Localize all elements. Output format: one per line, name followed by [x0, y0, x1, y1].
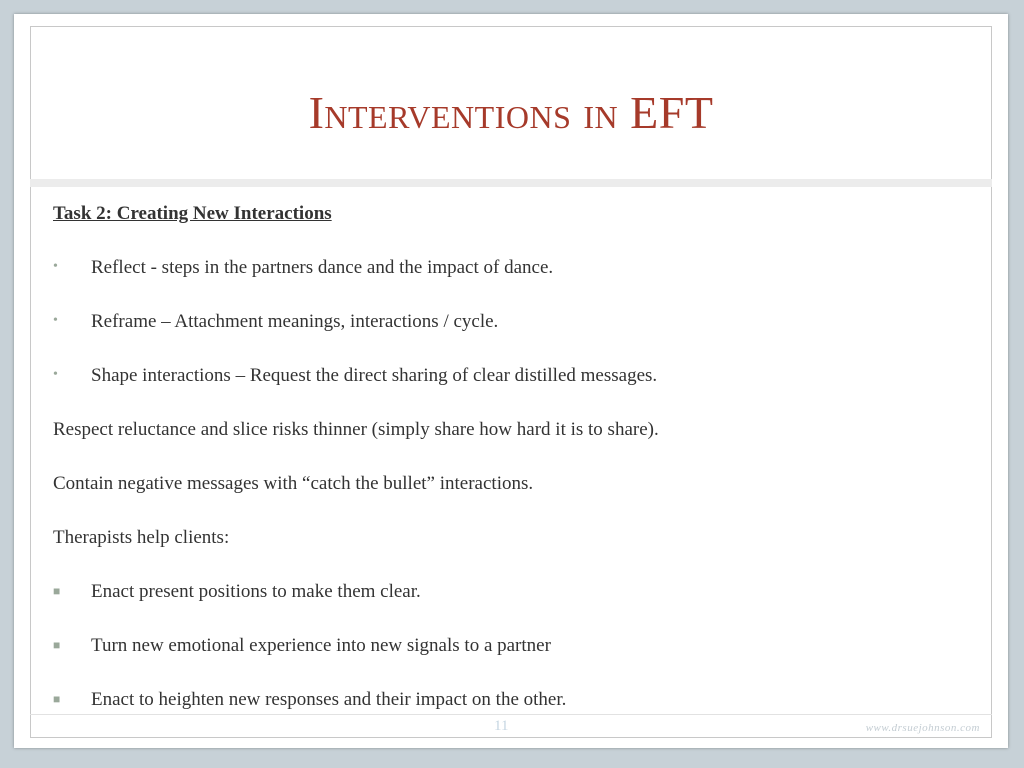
task-heading: Task 2: Creating New Interactions: [53, 203, 332, 224]
title-area: [30, 26, 992, 180]
list-item-text: Enact present positions to make them clear.: [91, 581, 421, 602]
page-number: 11: [494, 718, 509, 734]
list-item-text: Shape interactions – Request the direct sharing of clear distilled messages.: [91, 365, 658, 386]
paragraph: Therapists help clients:: [53, 527, 230, 548]
square-bullet-icon: ■: [53, 638, 61, 652]
paragraph: Contain negative messages with “catch the bullet” interactions.: [53, 473, 534, 494]
slide-title: Interventions in EFT: [308, 87, 714, 138]
list-item-text: Reframe – Attachment meanings, interactions / cycle.: [91, 311, 499, 332]
list-item-text: Enact to heighten new responses and their impact on the other.: [91, 689, 567, 710]
list-item-text: Reflect - steps in the partners dance and the impact of dance.: [91, 257, 554, 278]
title-divider: [30, 179, 992, 187]
footer-divider: [30, 714, 992, 715]
bullet-icon: •: [53, 313, 58, 328]
square-bullet-icon: ■: [53, 692, 61, 706]
square-bullet-icon: ■: [53, 584, 61, 598]
slide: [14, 14, 1008, 748]
watermark: www.drsuejohnson.com: [865, 722, 980, 734]
list-item-text: Turn new emotional experience into new signals to a partner: [91, 635, 551, 656]
paragraph: Respect reluctance and slice risks thinner (simply share how hard it is to share).: [53, 419, 659, 440]
bullet-icon: •: [53, 367, 58, 382]
bullet-icon: •: [53, 259, 58, 274]
